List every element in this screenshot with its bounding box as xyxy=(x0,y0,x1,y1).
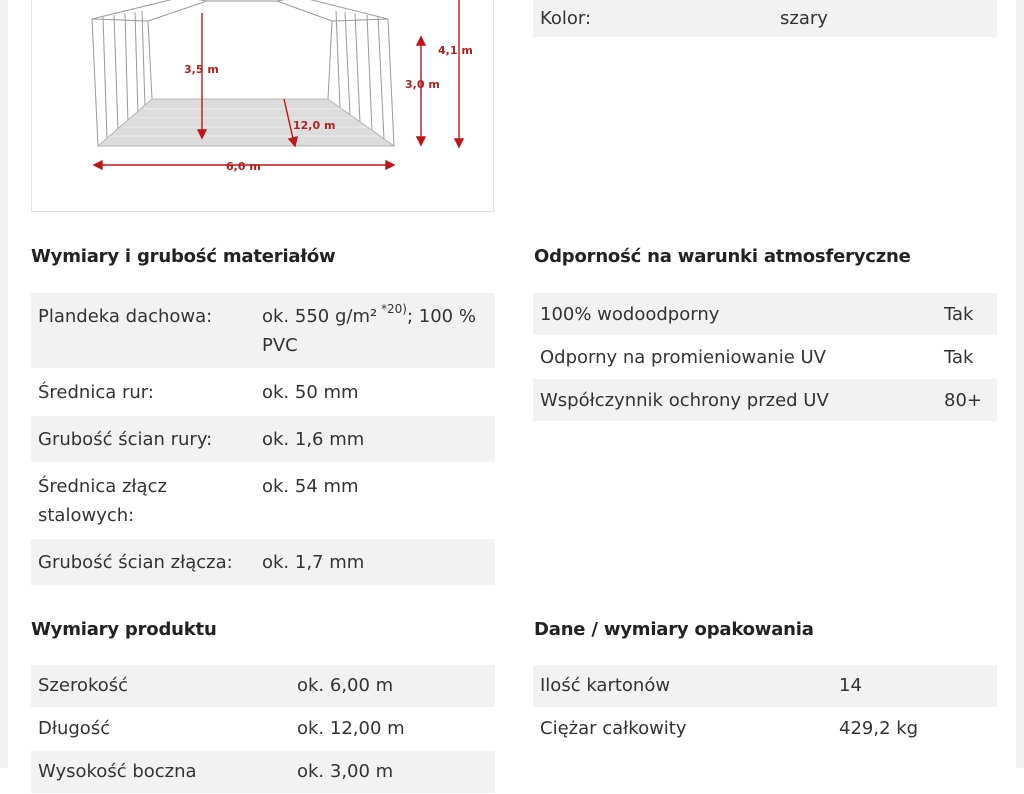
material-value-rest: ; 100 % PVC xyxy=(262,306,476,356)
table-row xyxy=(533,379,997,422)
table-row xyxy=(31,293,495,369)
table-row xyxy=(533,708,997,751)
dim-length: 12,0 m xyxy=(293,119,336,132)
page-right-edge xyxy=(1016,0,1024,768)
weather-label: 100% wodoodporny xyxy=(533,293,937,336)
dim-side-height: 3,0 m xyxy=(405,78,440,91)
weather-label: Odporny na promieniowanie UV xyxy=(533,336,937,379)
table-row xyxy=(533,293,997,336)
color-value: szary xyxy=(773,0,997,38)
material-label: Grubość ścian złącza: xyxy=(31,539,255,586)
tent-diagram xyxy=(31,0,494,212)
product-table xyxy=(31,665,495,794)
dim-inner-height: 3,5 m xyxy=(184,63,219,76)
dim-width: 6,0 m xyxy=(226,160,261,173)
weather-label: Współczynnik ochrony przed UV xyxy=(533,379,937,422)
table-row xyxy=(31,751,495,794)
weather-heading: Odporność na warunki atmosferyczne xyxy=(534,246,911,267)
weather-value: 80+ xyxy=(937,379,997,422)
tent-drawing xyxy=(32,0,495,213)
package-value: 14 xyxy=(832,665,997,708)
material-label: Średnica złącz stalowych: xyxy=(31,463,255,539)
material-value: ok. 1,7 mm xyxy=(255,539,495,586)
package-table xyxy=(533,665,997,751)
color-label: Kolor: xyxy=(533,0,773,38)
product-value: ok. 6,00 m xyxy=(290,665,495,708)
material-value-main: ok. 550 g/m² xyxy=(262,306,378,327)
page-left-edge xyxy=(0,0,8,768)
material-heading: Wymiary i grubość materiałów xyxy=(31,246,336,267)
table-row xyxy=(31,369,495,416)
material-value xyxy=(255,293,495,369)
package-heading: Dane / wymiary opakowania xyxy=(534,619,814,640)
weather-value: Tak xyxy=(937,293,997,336)
product-value: ok. 3,00 m xyxy=(290,751,495,794)
weather-value: Tak xyxy=(937,336,997,379)
material-table xyxy=(31,293,495,586)
package-label: Ilość kartonów xyxy=(533,665,832,708)
product-label: Wysokość boczna xyxy=(31,751,290,794)
material-value: ok. 1,6 mm xyxy=(255,416,495,463)
color-table xyxy=(533,0,997,38)
table-row xyxy=(31,665,495,708)
product-label: Długość xyxy=(31,708,290,751)
table-row xyxy=(533,0,997,38)
material-label: Grubość ścian rury: xyxy=(31,416,255,463)
weather-table xyxy=(533,293,997,422)
table-row xyxy=(31,416,495,463)
material-value: ok. 50 mm xyxy=(255,369,495,416)
table-row xyxy=(533,665,997,708)
material-footnote: *20) xyxy=(377,302,407,316)
product-heading: Wymiary produktu xyxy=(31,619,217,640)
product-label: Szerokość xyxy=(31,665,290,708)
product-value: ok. 12,00 m xyxy=(290,708,495,751)
package-value: 429,2 kg xyxy=(832,708,997,751)
table-row xyxy=(533,336,997,379)
table-row xyxy=(31,539,495,586)
table-row xyxy=(31,463,495,539)
table-row xyxy=(31,708,495,751)
dim-total-height: 4,1 m xyxy=(438,44,473,57)
material-value: ok. 54 mm xyxy=(255,463,495,539)
package-label: Ciężar całkowity xyxy=(533,708,832,751)
material-label: Średnica rur: xyxy=(31,369,255,416)
material-label: Plandeka dachowa: xyxy=(31,293,255,369)
